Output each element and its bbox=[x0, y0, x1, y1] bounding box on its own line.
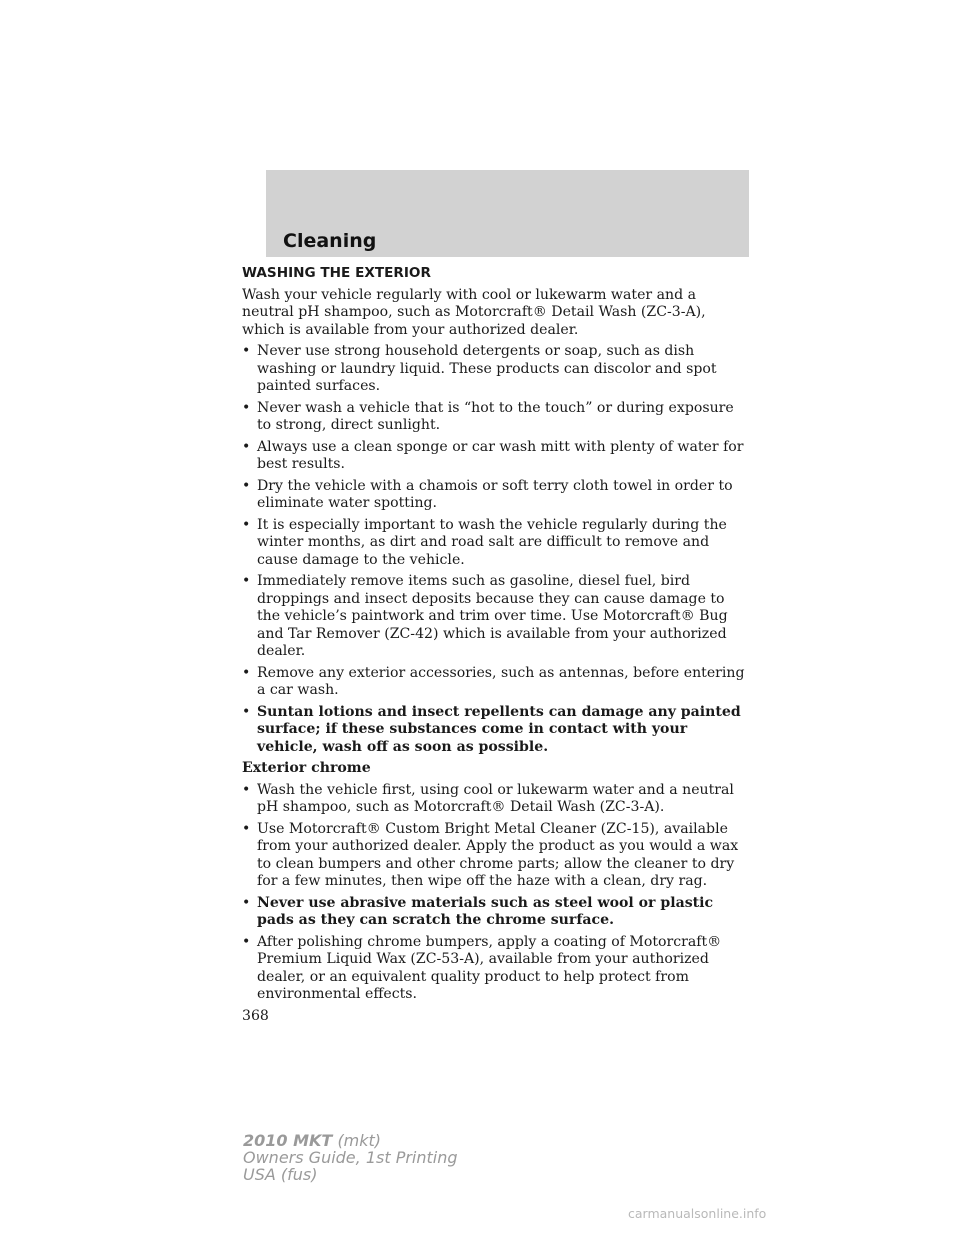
list-item bbox=[242, 573, 752, 661]
washing-bullet-list bbox=[242, 343, 752, 756]
bullet-icon: • bbox=[242, 781, 251, 798]
bullet-icon: • bbox=[242, 343, 251, 359]
main-heading: WASHING THE EXTERIOR bbox=[242, 265, 431, 281]
page-number: 368 bbox=[242, 1007, 269, 1024]
footer-line-region bbox=[243, 1166, 458, 1183]
list-item-text: Never wash a vehicle that is “hot to the touch” or during exposure to strong, direct sunlight. bbox=[257, 399, 734, 433]
bullet-icon: • bbox=[242, 516, 251, 533]
section-title: Cleaning bbox=[283, 230, 377, 252]
chrome-bullet-list bbox=[242, 782, 752, 1004]
list-item-text: Suntan lotions and insect repellents can damage any painted surface; if these substances come in contact with your vehicle, wash off as soon as possible. bbox=[257, 703, 741, 755]
footer-line-model bbox=[243, 1132, 458, 1149]
footer-region-code: (fus) bbox=[280, 1165, 318, 1184]
list-item bbox=[242, 934, 752, 1004]
print-footer bbox=[243, 1132, 458, 1183]
footer-model: 2010 MKT bbox=[243, 1131, 333, 1150]
bullet-icon: • bbox=[242, 933, 251, 950]
bullet-icon: • bbox=[242, 438, 251, 455]
bullet-icon: • bbox=[242, 399, 251, 416]
list-item-text: It is especially important to wash the vehicle regularly during the winter months, as dirt and road salt are difficult to remove and cause damage to the vehicle. bbox=[257, 516, 727, 568]
list-item bbox=[242, 665, 752, 700]
list-item-warning bbox=[242, 895, 752, 930]
bullet-icon: • bbox=[242, 703, 251, 720]
bullet-icon: • bbox=[242, 664, 251, 681]
list-item bbox=[242, 343, 752, 396]
chrome-subheading: Exterior chrome bbox=[242, 760, 371, 776]
site-watermark: carmanualsonline.info bbox=[628, 1206, 767, 1221]
bullet-icon: • bbox=[242, 820, 251, 837]
list-item bbox=[242, 439, 752, 474]
list-item bbox=[242, 782, 752, 817]
list-item-text: Use Motorcraft® Custom Bright Metal Cleaner (ZC-15), available from your authorized dealer. Apply the product as you would a wax to clean bumpers and other chrome parts; allow the cleaner to dry for a few minutes, then wipe off the haze with a clean, dry rag. bbox=[257, 820, 739, 889]
bullet-icon: • bbox=[242, 894, 251, 911]
list-item-text: Never use abrasive materials such as steel wool or plastic pads as they can scratch the chrome surface. bbox=[257, 894, 714, 928]
list-item bbox=[242, 821, 752, 891]
list-item-text: Never use strong household detergents or soap, such as dish washing or laundry liquid. These products can discolor and spot painted surfaces. bbox=[257, 343, 717, 394]
list-item-text: Dry the vehicle with a chamois or soft terry cloth towel in order to eliminate water spotting. bbox=[257, 477, 733, 511]
intro-paragraph: Wash your vehicle regularly with cool or lukewarm water and a neutral pH shampoo, such as Motorcraft® Detail Wash (ZC-3-A), which is available from your authorized dealer. bbox=[242, 286, 706, 338]
bullet-icon: • bbox=[242, 477, 251, 494]
footer-line-guide: Owners Guide, 1st Printing bbox=[243, 1148, 458, 1167]
list-item-text: Immediately remove items such as gasoline, diesel fuel, bird droppings and insect deposits because they can cause damage to the vehicle’s paintwork and trim over time. Use Motorcraft® Bug and Tar Remover (ZC-42) which is available from your authorized dealer. bbox=[257, 573, 728, 659]
list-item bbox=[242, 400, 752, 435]
list-item-text: Always use a clean sponge or car wash mitt with plenty of water for best results. bbox=[257, 438, 744, 472]
list-item bbox=[242, 478, 752, 513]
footer-region: USA bbox=[243, 1165, 276, 1184]
footer-model-code: (mkt) bbox=[337, 1131, 382, 1150]
list-item-text: Remove any exterior accessories, such as antennas, before entering a car wash. bbox=[257, 664, 745, 698]
bullet-icon: • bbox=[242, 573, 251, 589]
list-item-warning bbox=[242, 704, 752, 757]
page-content bbox=[242, 265, 752, 1025]
list-item-text: After polishing chrome bumpers, apply a coating of Motorcraft® Premium Liquid Wax (ZC-53-A), available from your authorized dealer, or an equivalent quality product to help protect from environmental effects. bbox=[257, 933, 722, 1002]
list-item bbox=[242, 517, 752, 570]
list-item-text: Wash the vehicle first, using cool or lukewarm water and a neutral pH shampoo, such as Motorcraft® Detail Wash (ZC-3-A). bbox=[257, 781, 734, 815]
